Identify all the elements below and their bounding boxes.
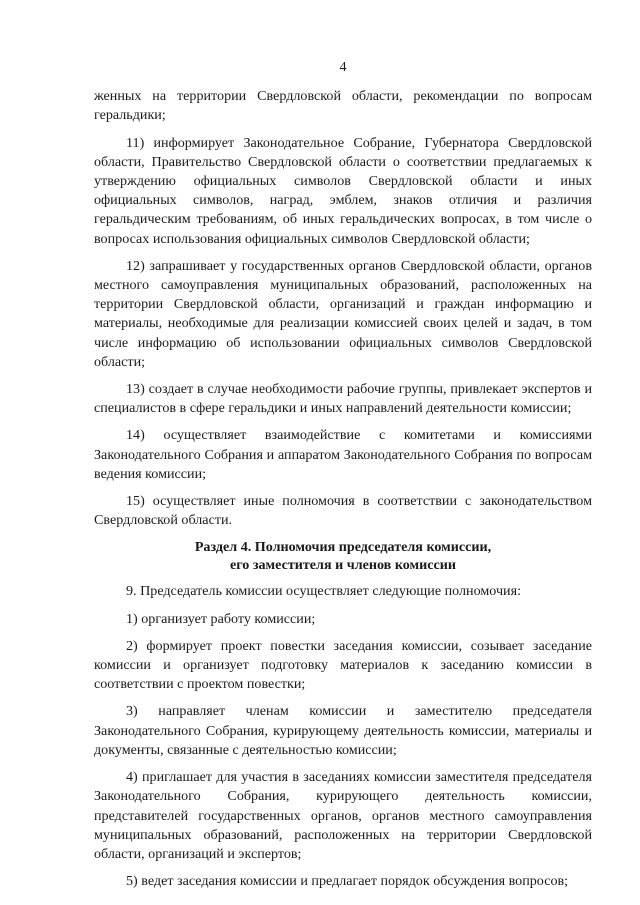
paragraph: 12) запрашивает у государственных органов Свердловской области, органов местного самоуправления муниципальных образований, расположенных на территории Свердловской области, организаций и граждан информацию и материалы, необходимые для реализации комиссией своих целей и задач, в том числе информацию об использовании официальных символов Свердловской области; xyxy=(94,257,592,370)
page-number: 4 xyxy=(339,59,347,75)
paragraph: 1) организует работу комиссии; xyxy=(126,610,316,627)
paragraph: 3) направляет членам комиссии и заместителю председателя Законодательного Собрания, курирующему деятельность комиссии, материалы и документы, связанные с деятельностью комиссии; xyxy=(94,703,592,758)
section-heading-line-2: его заместителя и членов комиссии xyxy=(229,557,457,574)
section-heading xyxy=(94,538,592,574)
paragraph: 9. Председатель комиссии осуществляет следующие полномочия: xyxy=(126,583,521,600)
section-heading-line-1: Раздел 4. Полномочия председателя комиссии, xyxy=(194,539,492,556)
paragraph: 4) приглашает для участия в заседаниях комиссии заместителя председателя Законодательного Собрания, курирующего деятельность комиссии, представителей государственных органов, органов местного самоуправления муниципальных образований, расположенных на территории Свердловской области, организаций и экспертов; xyxy=(94,769,592,862)
paragraph: 2) формирует проект повестки заседания комиссии, созывает заседание комиссии и организует подготовку материалов к заседанию комиссии в соответствии с проектом повестки; xyxy=(94,637,592,693)
paragraph: 15) осуществляет иные полномочия в соответствии с законодательством Свердловской области. xyxy=(94,493,592,529)
paragraph: 14) осуществляет взаимодействие с комитетами и комиссиями Законодательного Собрания и аппаратом Законодательного Собрания по вопросам ведения комиссии; xyxy=(94,427,592,482)
paragraph: 11) информирует Законодательное Собрание, Губернатора Свердловской области, Правительство Свердловской области о соответствии предлагаемых к утверждению официальных символов Свердловской области и иных официальных символов, наград, эмблем, знаков отличия и различия геральдическим требованиям, об иных геральдических вопросах, в том числе о вопросах использования официальных символов Свердловской области; xyxy=(94,134,592,247)
paragraph: 5) ведет заседания комиссии и предлагает порядок обсуждения вопросов; xyxy=(126,873,569,890)
paragraph: женных на территории Свердловской области, рекомендации по вопросам геральдики; xyxy=(94,88,592,124)
paragraph: 13) создает в случае необходимости рабочие группы, привлекает экспертов и специалистов в сфере геральдики и иных направлений деятельности комиссии; xyxy=(94,381,592,417)
